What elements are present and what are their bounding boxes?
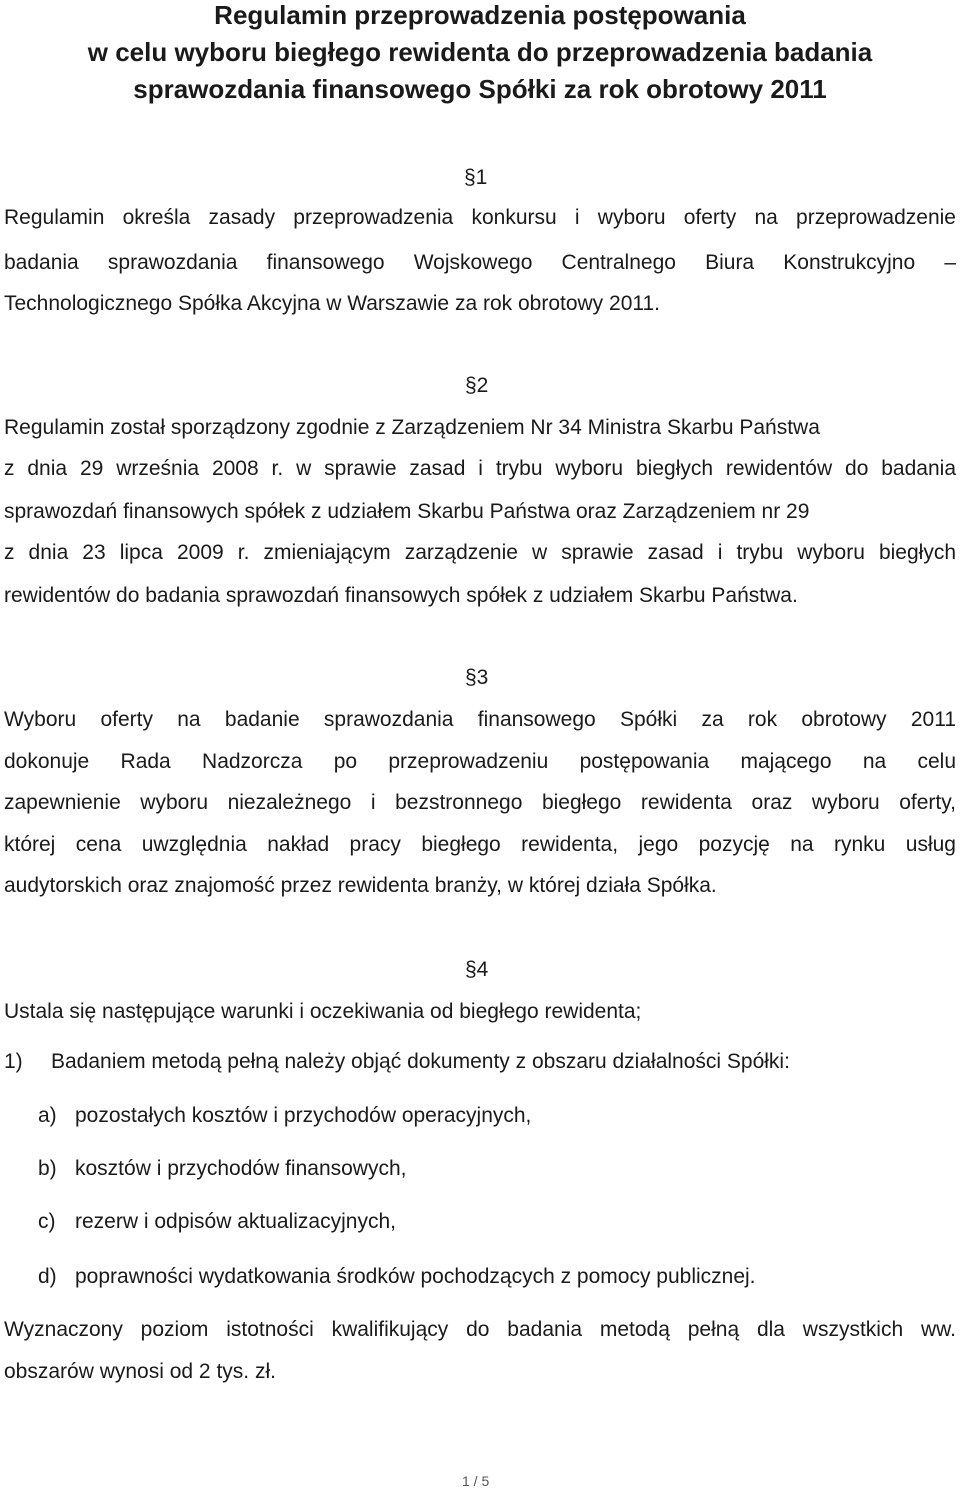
list-item-number: 1) xyxy=(4,1050,23,1073)
title-line-1: Regulamin przeprowadzenia postępowania xyxy=(214,0,746,30)
subitem-letter: b) xyxy=(38,1157,57,1180)
section-1-mark: §1 xyxy=(464,166,488,189)
section-2-mark: §2 xyxy=(465,374,489,397)
section-2-line: Regulamin został sporządzony zgodnie z Zarządzeniem Nr 34 Ministra Skarbu Państwa xyxy=(4,416,820,439)
subitem-text: pozostałych kosztów i przychodów operacyjnych, xyxy=(75,1104,532,1127)
subitem-text: kosztów i przychodów finansowych, xyxy=(75,1157,407,1180)
section-3-line: Wyboru oferty na badanie sprawozdania finansowego Spółki za rok obrotowy 2011 xyxy=(4,708,956,731)
section-4-mark: §4 xyxy=(465,958,489,981)
subitem-letter: a) xyxy=(38,1104,57,1127)
subitem-letter: c) xyxy=(38,1210,56,1233)
section-3-mark: §3 xyxy=(465,666,489,689)
subitem-text: rezerw i odpisów aktualizacyjnych, xyxy=(75,1210,396,1233)
title-line-3: sprawozdania finansowego Spółki za rok obrotowy 2011 xyxy=(133,74,827,104)
section-2-line: z dnia 29 września 2008 r. w sprawie zasad i trybu wyboru biegłych rewidentów do badania xyxy=(4,457,956,480)
section-4-closing-line: obszarów wynosi od 2 tys. zł. xyxy=(4,1360,276,1383)
page-number: 1 / 5 xyxy=(462,1473,490,1489)
section-3-line: dokonuje Rada Nadzorcza po przeprowadzeniu postępowania mającego na celu xyxy=(4,750,956,773)
section-3-line: której cena uwzględnia nakład pracy biegłego rewidenta, jego pozycję na rynku usług xyxy=(4,833,956,856)
section-2-line: rewidentów do badania sprawozdań finansowych spółek z udziałem Skarbu Państwa. xyxy=(4,584,798,607)
title-line-2: w celu wyboru biegłego rewidenta do przeprowadzenia badania xyxy=(87,37,873,67)
section-4-intro: Ustala się następujące warunki i oczekiwania od biegłego rewidenta; xyxy=(4,1000,642,1023)
subitem-text: poprawności wydatkowania środków pochodzących z pomocy publicznej. xyxy=(75,1265,756,1288)
section-4-closing-line: Wyznaczony poziom istotności kwalifikujący do badania metodą pełną dla wszystkich ww. xyxy=(4,1318,956,1341)
section-2-line: sprawozdań finansowych spółek z udziałem Skarbu Państwa oraz Zarządzeniem nr 29 xyxy=(4,500,810,523)
subitem-letter: d) xyxy=(38,1265,57,1288)
document-title xyxy=(0,0,960,108)
section-3-line: audytorskich oraz znajomość przez rewidenta branży, w której działa Spółka. xyxy=(4,874,717,897)
section-1-line: badania sprawozdania finansowego Wojskowego Centralnego Biura Konstrukcyjno – xyxy=(4,251,956,274)
section-2-line: z dnia 23 lipca 2009 r. zmieniającym zarządzenie w sprawie zasad i trybu wyboru biegłych xyxy=(4,541,956,564)
section-3-line: zapewnienie wyboru niezależnego i bezstronnego biegłego rewidenta oraz wyboru oferty, xyxy=(4,791,956,814)
section-1-line: Technologicznego Spółka Akcyjna w Warszawie za rok obrotowy 2011. xyxy=(4,292,661,315)
list-item-text: Badaniem metodą pełną należy objąć dokumenty z obszaru działalności Spółki: xyxy=(51,1050,790,1073)
section-1-line: Regulamin określa zasady przeprowadzenia konkursu i wyboru oferty na przeprowadzenie xyxy=(4,206,956,229)
